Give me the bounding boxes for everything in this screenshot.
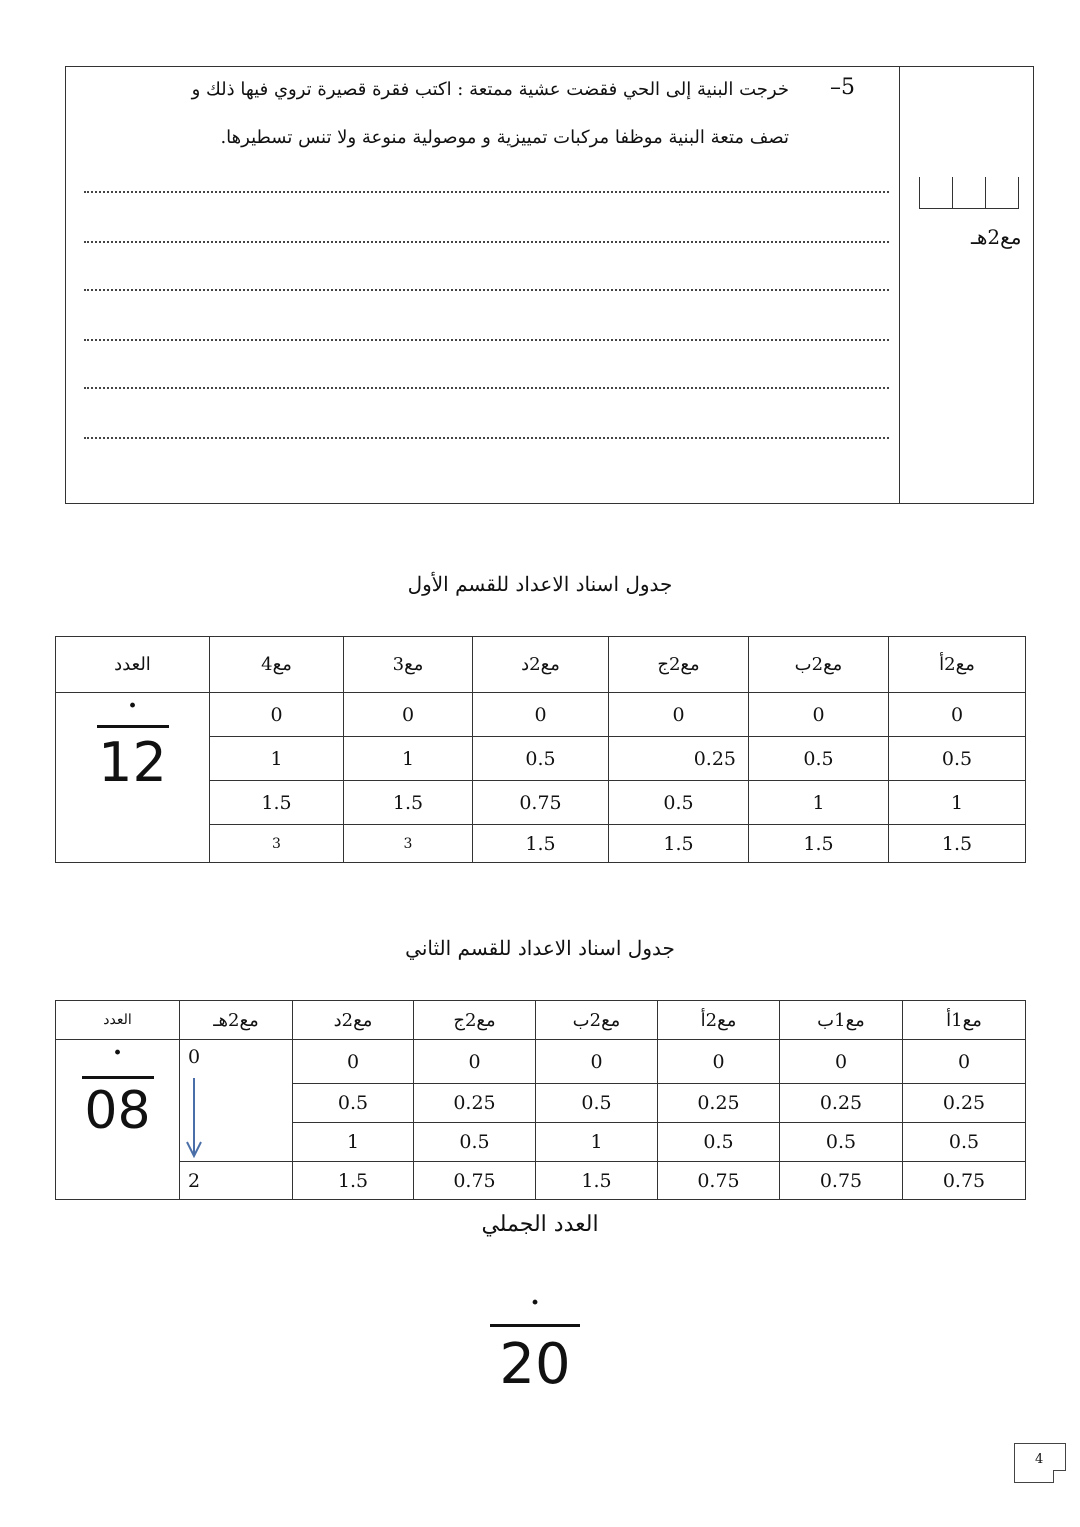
table-cell: 0.5 <box>293 1084 414 1123</box>
table-cell: 0 <box>473 693 609 737</box>
total-header: العدد <box>56 637 210 693</box>
table-cell: 0.25 <box>414 1084 536 1123</box>
range-start: 0 <box>188 1046 201 1068</box>
table-cell: 1 <box>889 781 1026 825</box>
table-cell: 0.5 <box>609 781 749 825</box>
table-cell: 1.5 <box>210 781 344 825</box>
answer-line[interactable] <box>84 337 889 341</box>
table-cell: 0.75 <box>903 1162 1026 1200</box>
table-cell: 1.5 <box>293 1162 414 1200</box>
criterion-header: مع1أ <box>903 1001 1026 1040</box>
score-numerator: · <box>112 1038 123 1068</box>
table-cell: 0.75 <box>414 1162 536 1200</box>
table-cell: 1 <box>293 1123 414 1162</box>
grand-total-score[interactable] <box>490 1288 580 1397</box>
total-score-cell[interactable] <box>56 693 210 863</box>
criterion-header: مع2د <box>473 637 609 693</box>
table-cell: 0.25 <box>780 1084 903 1123</box>
table-cell: 1.5 <box>749 825 889 863</box>
table-cell: 0 <box>749 693 889 737</box>
table-cell: 1.5 <box>889 825 1026 863</box>
score-boxes <box>919 177 1019 209</box>
arrow-down-icon <box>186 1076 202 1162</box>
table-cell: 0 <box>889 693 1026 737</box>
criterion-header: مع2د <box>293 1001 414 1040</box>
question-text-line-1: خرجت البنية إلى الحي فقضت عشية ممتعة : اكتب فقرة قصيرة تروي فيها ذلك و <box>191 79 789 100</box>
table-cell: 1 <box>749 781 889 825</box>
criterion-header: مع2ج <box>609 637 749 693</box>
criterion-header: مع2ب <box>536 1001 658 1040</box>
score-denominator: 12 <box>98 731 167 794</box>
table-cell: 0.5 <box>658 1123 780 1162</box>
criterion-header: مع4 <box>210 637 344 693</box>
answer-line[interactable] <box>84 239 889 243</box>
score-column-divider <box>899 67 900 503</box>
table-cell: 0.25 <box>903 1084 1026 1123</box>
table2-title: جدول اسناد الاعداد للقسم الثاني <box>405 936 675 960</box>
criterion-header: مع2ب <box>749 637 889 693</box>
page-curl-icon <box>1053 1470 1066 1483</box>
fraction-bar <box>97 725 169 728</box>
table-cell: 0.25 <box>609 737 749 781</box>
table-cell: 0.5 <box>903 1123 1026 1162</box>
criterion-header: مع1ب <box>780 1001 903 1040</box>
table-cell: 0.5 <box>473 737 609 781</box>
score-numerator: · <box>127 691 138 721</box>
score-denominator: 08 <box>84 1081 151 1141</box>
table-cell: 1.5 <box>536 1162 658 1200</box>
table-cell: 0.5 <box>780 1123 903 1162</box>
table-cell: 0.75 <box>780 1162 903 1200</box>
table-cell: 0.5 <box>414 1123 536 1162</box>
answer-line[interactable] <box>84 385 889 389</box>
table-cell: 1 <box>210 737 344 781</box>
criterion-header: مع2هـ <box>180 1001 293 1040</box>
table1-title: جدول اسناد الاعداد للقسم الأول <box>407 572 673 596</box>
table-cell: 3 <box>210 825 344 863</box>
criterion-header: مع2أ <box>658 1001 780 1040</box>
table-cell: 0.75 <box>473 781 609 825</box>
question-box <box>65 66 1034 504</box>
table-cell: 0.5 <box>889 737 1026 781</box>
table-cell: 0 <box>344 693 473 737</box>
page-number-box <box>1014 1443 1066 1483</box>
page-number: 4 <box>1035 1452 1044 1467</box>
criterion-header: مع3 <box>344 637 473 693</box>
table-cell: 0 <box>658 1040 780 1084</box>
grand-total-label: العدد الجملي <box>481 1212 599 1237</box>
table-cell: 1.5 <box>344 781 473 825</box>
grand-total-denominator: 20 <box>499 1332 571 1397</box>
table-cell: 0 <box>210 693 344 737</box>
grading-table-section-2 <box>55 1000 1026 1200</box>
table-cell: 0.25 <box>658 1084 780 1123</box>
question-text-line-2: تصف متعة البنية موظفا مركبات تمييزية و موصولية منوعة ولا تنس تسطيرها. <box>220 127 789 148</box>
table-cell: 0 <box>780 1040 903 1084</box>
grading-table-section-1 <box>55 636 1026 863</box>
table-cell: 1 <box>344 737 473 781</box>
table-cell: 0.75 <box>658 1162 780 1200</box>
total-header: العدد <box>56 1001 180 1040</box>
answer-line[interactable] <box>84 189 889 193</box>
table-cell: 0 <box>414 1040 536 1084</box>
total-score-cell[interactable] <box>56 1040 180 1200</box>
fraction-bar <box>490 1324 580 1327</box>
table-cell: 0 <box>536 1040 658 1084</box>
table-cell: 0 <box>609 693 749 737</box>
table-cell: 0 <box>293 1040 414 1084</box>
criterion-label: مع2هـ <box>971 225 1022 249</box>
table-cell: 0 <box>903 1040 1026 1084</box>
table-cell: 1.5 <box>609 825 749 863</box>
criterion-header: مع2أ <box>889 637 1026 693</box>
grand-total-numerator: · <box>530 1288 540 1318</box>
criterion-range-cell <box>180 1040 293 1162</box>
fraction-bar <box>82 1076 154 1079</box>
question-number: –5 <box>830 75 855 100</box>
answer-line[interactable] <box>84 287 889 291</box>
table-cell: 0.5 <box>749 737 889 781</box>
table-cell: 1 <box>536 1123 658 1162</box>
table-cell: 1.5 <box>473 825 609 863</box>
range-end: 2 <box>180 1162 293 1200</box>
table-cell: 3 <box>344 825 473 863</box>
answer-line[interactable] <box>84 435 889 439</box>
table-cell: 0.5 <box>536 1084 658 1123</box>
criterion-header: مع2ج <box>414 1001 536 1040</box>
